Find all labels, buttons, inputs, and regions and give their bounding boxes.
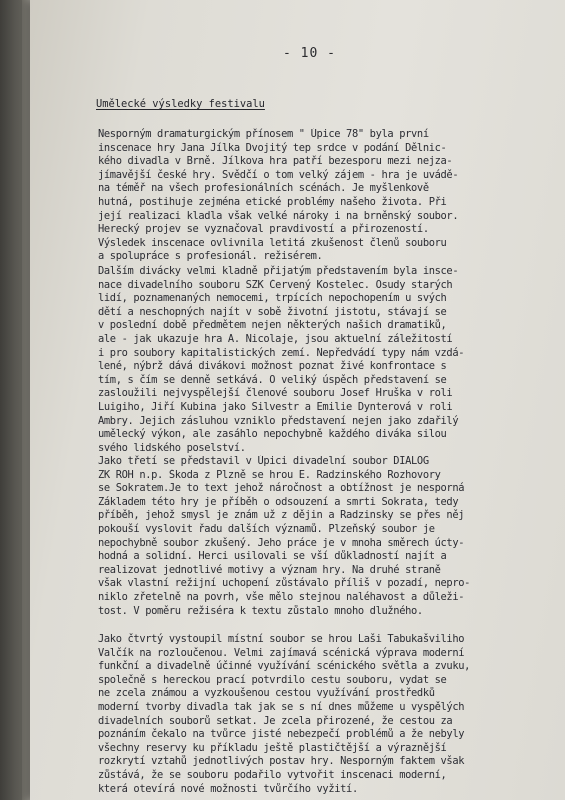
- text-line: a spolupráce s profesionál. režisérem.: [98, 250, 323, 263]
- document-page: [30, 0, 565, 800]
- text-line: i pro soubory kapitalistických zemí. Nepředvádí typy nám vzdá-: [98, 346, 465, 359]
- text-line: lené, nýbrž dává divákovi možnost poznat živé konfrontace s: [98, 360, 447, 373]
- text-line: niklo zřetelně na povrh, vše mělo stejnou naléhavost a důleži-: [98, 590, 465, 603]
- text-line: hutná, postihuje zejména etické problémy našeho života. Při: [98, 195, 447, 208]
- text-line: nace divadelního souboru SZK Červený Kostelec. Osudy starých: [98, 278, 453, 291]
- text-line: Ambry. Jejich zásluhou vzniklo představení nejen jako zdařilý: [98, 414, 459, 427]
- text-line: kého divadla v Brně. Jílkova hra patří bezesporu mezi nejza-: [98, 155, 453, 168]
- text-line: v poslední době předmětem nejen některých našich dramatiků,: [98, 319, 447, 332]
- text-line: Dalším divácky velmi kladně přijatým představením byla insce-: [98, 265, 459, 277]
- text-line: Herecký projev se vyznačoval pravdivostí a přirozeností.: [98, 223, 429, 236]
- text-line: svého lidského poselství.: [98, 441, 246, 454]
- paragraph-2: [98, 265, 558, 455]
- section-heading: Umělecké výsledky festivalu: [96, 98, 265, 110]
- text-line: tím, s čím se denně setkává. O veliký úspěch představení se: [98, 373, 447, 386]
- text-line: inscenace hry Jana Jílka Dvojitý tep srdce v podání Dělnic-: [98, 141, 447, 154]
- page-number: - 10 -: [283, 46, 336, 61]
- text-line: Jako třetí se představil v Úpici divadelní soubor DIALOG: [98, 455, 429, 467]
- text-line: zasloužili nejvyspělejší členové souboru Josef Hruška v roli: [98, 387, 453, 400]
- text-line: lidí, poznamenaných nemocemi, trpících nepochopením u svých: [98, 292, 447, 305]
- text-line: Jako čtvrtý vystoupil místní soubor se hrou Laši Tabukašviliho: [98, 633, 465, 645]
- text-line: dětí a neschopných najít v sobě životní jistotu, stávají se: [98, 305, 447, 318]
- text-line: funkční a divadelně účinné využívání scénického světla a zvuku,: [98, 660, 471, 673]
- text-line: Výsledek inscenace ovlivnila letitá zkušenost členů souboru: [98, 236, 447, 249]
- text-line: hodná a solidní. Herci usilovali se vší důkladností najít a: [98, 550, 447, 563]
- text-line: rozkrytí vztahů jednotlivých postav hry. Nesporným faktem však: [98, 755, 465, 768]
- text-line: všechny reservy ku příkladu ještě plastičtější a výraznější: [98, 741, 447, 754]
- text-line: společně s hereckou prací potvrdilo cestu souboru, vydat se: [98, 673, 447, 686]
- text-line: umělecký výkon, ale zasáhlo nepochybně každého diváka silou: [98, 428, 447, 441]
- text-line: na téměř na všech profesionálních scénách. Je myšlenkově: [98, 182, 429, 195]
- text-line: Základem této hry je příběh o odsouzení a smrti Sokrata, tedy: [98, 495, 459, 508]
- text-line: ale - jak ukazuje hra A. Nicolaje, jsou aktuelní záležitostí: [98, 332, 453, 345]
- text-line: realizovat jednotlivé motivy a význam hry. Na druhé straně: [98, 563, 441, 576]
- text-line: její realizaci kladla však velké nároky i na brněnský soubor.: [98, 209, 459, 222]
- paragraph-4: [98, 633, 558, 796]
- text-line: nepochybně soubor zkušený. Jeho práce je v mnoha směrech úcty-: [98, 536, 465, 549]
- text-line: se Sokratem.Je to text jehož náročnost a obtížnost je nesporná: [98, 482, 465, 495]
- text-line: tost. V poměru režiséra k textu zůstalo mnoho dlužného.: [98, 604, 423, 617]
- text-line: poznáním čekalo na tvůrce jisté nebezpečí problémů a že nebyly: [98, 728, 465, 741]
- text-line: příběh, jehož smysl je znám už z dějin a Radzinsky se přes něj: [98, 509, 465, 522]
- text-line: jímavější české hry. Svědčí o tom velký zájem - hra je uvádě-: [98, 168, 459, 181]
- text-line: pokouší vyslovit řadu dalších významů. Plzeňský soubor je: [98, 522, 435, 535]
- text-line: Valčík na rozloučenou. Velmi zajímavá scénická výprava moderní: [98, 646, 465, 659]
- text-line: Nesporným dramaturgickým přínosem " Úpice 78" byla první: [98, 128, 429, 140]
- text-line: zůstává, že se souboru podařilo vytvořit inscenaci moderní,: [98, 768, 447, 781]
- paragraph-1: [98, 128, 558, 264]
- text-line: ZK ROH n.p. Škoda z Plzně se hrou E. Radzinského Rozhovory: [98, 468, 441, 481]
- text-line: divadelních souborů setkat. Je zcela přirozené, že cestou za: [98, 714, 453, 727]
- text-line: však vlastní režijní uchopení zůstávalo příliš v pozadí, nepro-: [98, 577, 471, 590]
- text-line: která otevírá nové možnosti tvůrčího vyžití.: [98, 782, 358, 795]
- paragraph-3: [98, 455, 558, 618]
- text-line: Luigiho, Jiří Kubina jako Silvestr a Emilie Dynterová v roli: [98, 400, 453, 413]
- text-line: ne zcela známou a vyzkoušenou cestou využívání prostředků: [98, 687, 435, 700]
- text-line: moderní tvorby divadla tak jak se s ní dnes můžeme u vyspělých: [98, 700, 465, 713]
